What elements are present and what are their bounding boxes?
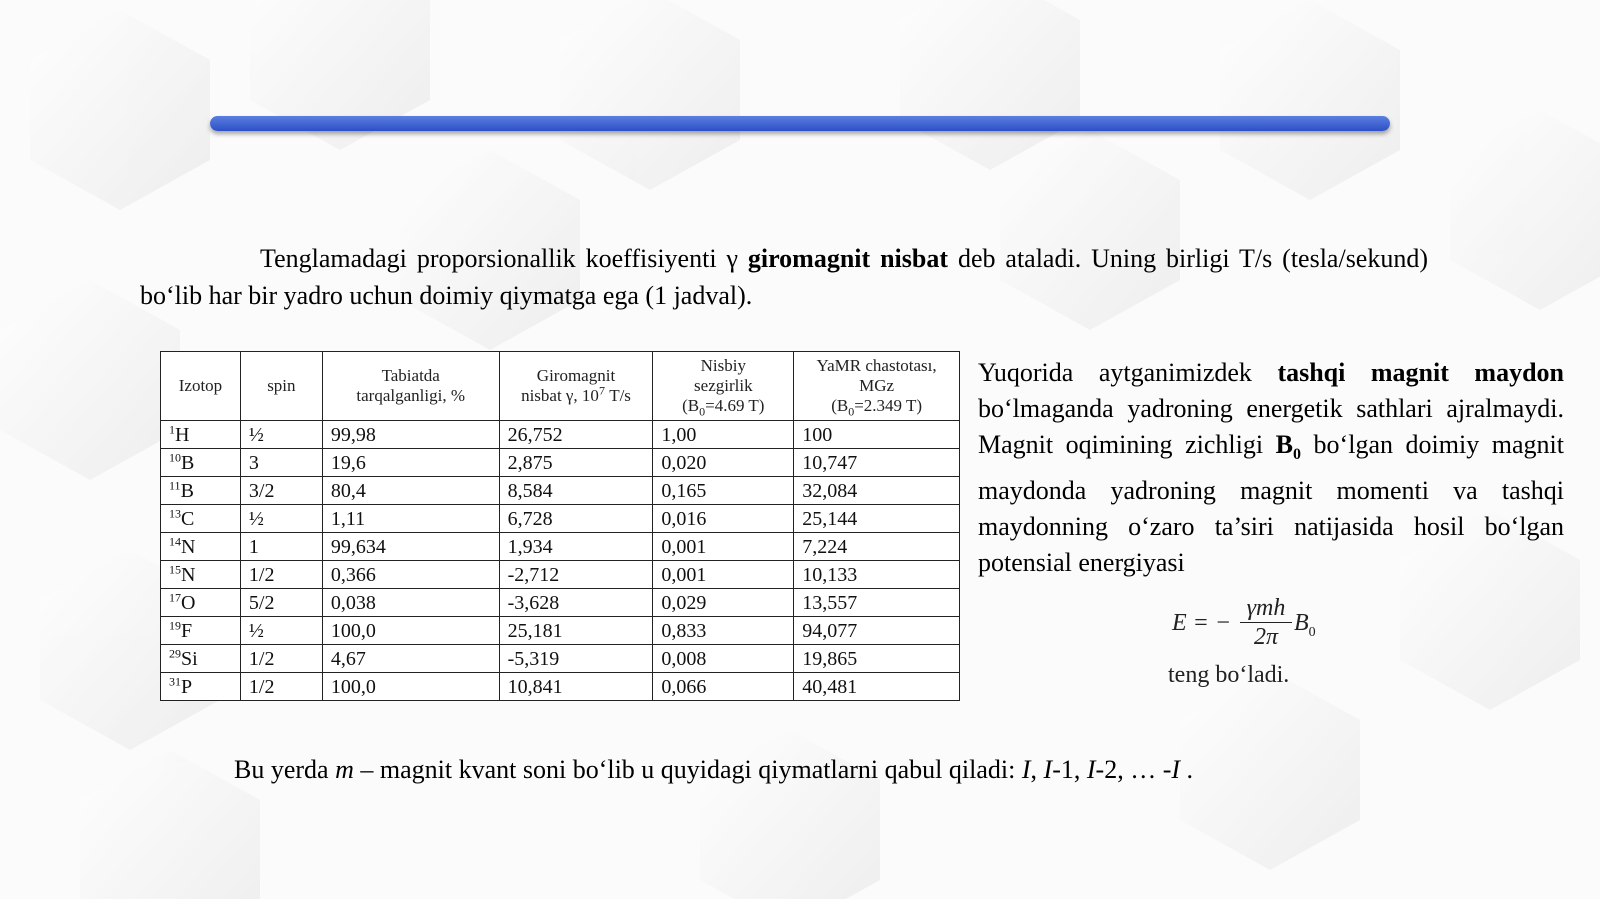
table-row <box>161 533 960 561</box>
cell-gamma: 6,728 <box>499 505 653 533</box>
cell-frequency: 25,144 <box>794 505 960 533</box>
cell-gamma: 2,875 <box>499 449 653 477</box>
cell-abundance: 19,6 <box>322 449 499 477</box>
side-paragraph: Yuqorida aytganimizdek tashqi magnit maydon bo‘lmaganda yadroning energetik sathlari ajralmaydi. Magnit oqimining zichligi $B_0$ bo‘lgan doimiy magnit maydonda yadroning magnit momenti va tashqi maydonning o‘zaro ta’siri natijasida hosil bo‘lgan potensial energiyasi <box>978 358 1564 578</box>
cell-sensitivity: 0,029 <box>653 589 794 617</box>
cell-sensitivity: 0,020 <box>653 449 794 477</box>
table-row <box>161 645 960 673</box>
table-row <box>161 449 960 477</box>
header-yamr-chastota: YaMR chastotası, MGz ($B_0=2.349$ T) <box>794 352 960 421</box>
cell-spin: 1 <box>240 533 322 561</box>
formula-lhs: E = − <box>1172 610 1232 636</box>
cell-spin: ½ <box>240 505 322 533</box>
table-row <box>161 421 960 449</box>
cell-frequency: 19,865 <box>794 645 960 673</box>
cell-spin: 1/2 <box>240 561 322 589</box>
cell-abundance: 0,038 <box>322 589 499 617</box>
header-izotop: Izotop <box>161 352 241 421</box>
formula-fraction <box>1240 594 1292 651</box>
cell-frequency: 32,084 <box>794 477 960 505</box>
term-tashqi-magnit-maydon: tashqi magnit maydon <box>1277 358 1564 387</box>
cell-spin: ½ <box>240 421 322 449</box>
cell-spin: ½ <box>240 617 322 645</box>
cell-sensitivity: 0,833 <box>653 617 794 645</box>
cell-abundance: 1,11 <box>322 505 499 533</box>
table-header-row <box>161 352 960 421</box>
cell-abundance: 99,634 <box>322 533 499 561</box>
cell-gamma: 25,181 <box>499 617 653 645</box>
cell-spin: 1/2 <box>240 645 322 673</box>
formula-rhs: $B_0$ <box>1294 610 1316 640</box>
cell-gamma: 1,934 <box>499 533 653 561</box>
table-row <box>161 477 960 505</box>
cell-gamma: 10,841 <box>499 673 653 701</box>
cell-gamma: -2,712 <box>499 561 653 589</box>
cell-sensitivity: 0,001 <box>653 561 794 589</box>
cell-izotop: $^{29}$Si <box>161 645 241 673</box>
cell-abundance: 100,0 <box>322 617 499 645</box>
cell-frequency: 94,077 <box>794 617 960 645</box>
intro-paragraph: Tenglamadagi proporsionallik koeffisiyenti γ giromagnit nisbat deb ataladi. Uning birligi T/s (tesla/sekund) bo‘lib har bir yadro uchun doimiy qiymatga ega (1 jadval). <box>140 244 1429 310</box>
cell-abundance: 4,67 <box>322 645 499 673</box>
cell-spin: 3/2 <box>240 477 322 505</box>
cell-gamma: 8,584 <box>499 477 653 505</box>
formula-numerator: γmh <box>1246 595 1286 621</box>
cell-abundance: 99,98 <box>322 421 499 449</box>
cell-izotop: $^1$H <box>161 421 241 449</box>
cell-frequency: 40,481 <box>794 673 960 701</box>
header-spin: spin <box>240 352 322 421</box>
cell-sensitivity: 0,066 <box>653 673 794 701</box>
cell-sensitivity: 0,016 <box>653 505 794 533</box>
cell-frequency: 7,224 <box>794 533 960 561</box>
header-tarqalganlik: Tabiatda tarqalganligi, % <box>322 352 499 421</box>
table-row <box>161 673 960 701</box>
isotope-table <box>160 351 960 701</box>
cell-gamma: -3,628 <box>499 589 653 617</box>
cell-spin: 5/2 <box>240 589 322 617</box>
cell-izotop: $^{14}$N <box>161 533 241 561</box>
cell-sensitivity: 1,00 <box>653 421 794 449</box>
cell-sensitivity: 0,001 <box>653 533 794 561</box>
bottom-paragraph: Bu yerda m – magnit kvant soni bo‘lib u quyidagi qiymatlarni qabul qiladi: I, I-1, I-2, … -I . <box>234 755 1194 784</box>
table-row <box>161 505 960 533</box>
cell-izotop: $^{13}$C <box>161 505 241 533</box>
cell-sensitivity: 0,008 <box>653 645 794 673</box>
cell-gamma: -5,319 <box>499 645 653 673</box>
cell-frequency: 13,557 <box>794 589 960 617</box>
gamma-symbol: γ <box>726 244 738 273</box>
header-giromagnit: Giromagnit nisbat γ, $10^7$ T/s <box>499 352 653 421</box>
cell-izotop: $^{19}$F <box>161 617 241 645</box>
table-row <box>161 561 960 589</box>
header-nisbiy-sezgirlik: Nisbiy sezgirlik ($B_0=4.69$ T) <box>653 352 794 421</box>
cell-frequency: 10,133 <box>794 561 960 589</box>
energy-formula <box>1172 594 1372 654</box>
cell-izotop: $^{10}$B <box>161 449 241 477</box>
cell-gamma: 26,752 <box>499 421 653 449</box>
title-accent-bar <box>210 116 1390 131</box>
cell-izotop: $^{31}$P <box>161 673 241 701</box>
cell-sensitivity: 0,165 <box>653 477 794 505</box>
cell-frequency: 100 <box>794 421 960 449</box>
table-row <box>161 617 960 645</box>
cell-izotop: $^{17}$O <box>161 589 241 617</box>
cell-spin: 3 <box>240 449 322 477</box>
formula-denominator: 2π <box>1253 624 1279 650</box>
cell-izotop: $^{15}$N <box>161 561 241 589</box>
term-giromagnit-nisbat: giromagnit nisbat <box>747 244 949 273</box>
cell-spin: 1/2 <box>240 673 322 701</box>
cell-abundance: 0,366 <box>322 561 499 589</box>
term-b0: $B_0$ <box>1275 430 1301 464</box>
cell-abundance: 80,4 <box>322 477 499 505</box>
cell-izotop: $^{11}$B <box>161 477 241 505</box>
cell-abundance: 100,0 <box>322 673 499 701</box>
formula-caption: teng bo‘ladi. <box>1168 662 1290 688</box>
table-row <box>161 589 960 617</box>
cell-frequency: 10,747 <box>794 449 960 477</box>
